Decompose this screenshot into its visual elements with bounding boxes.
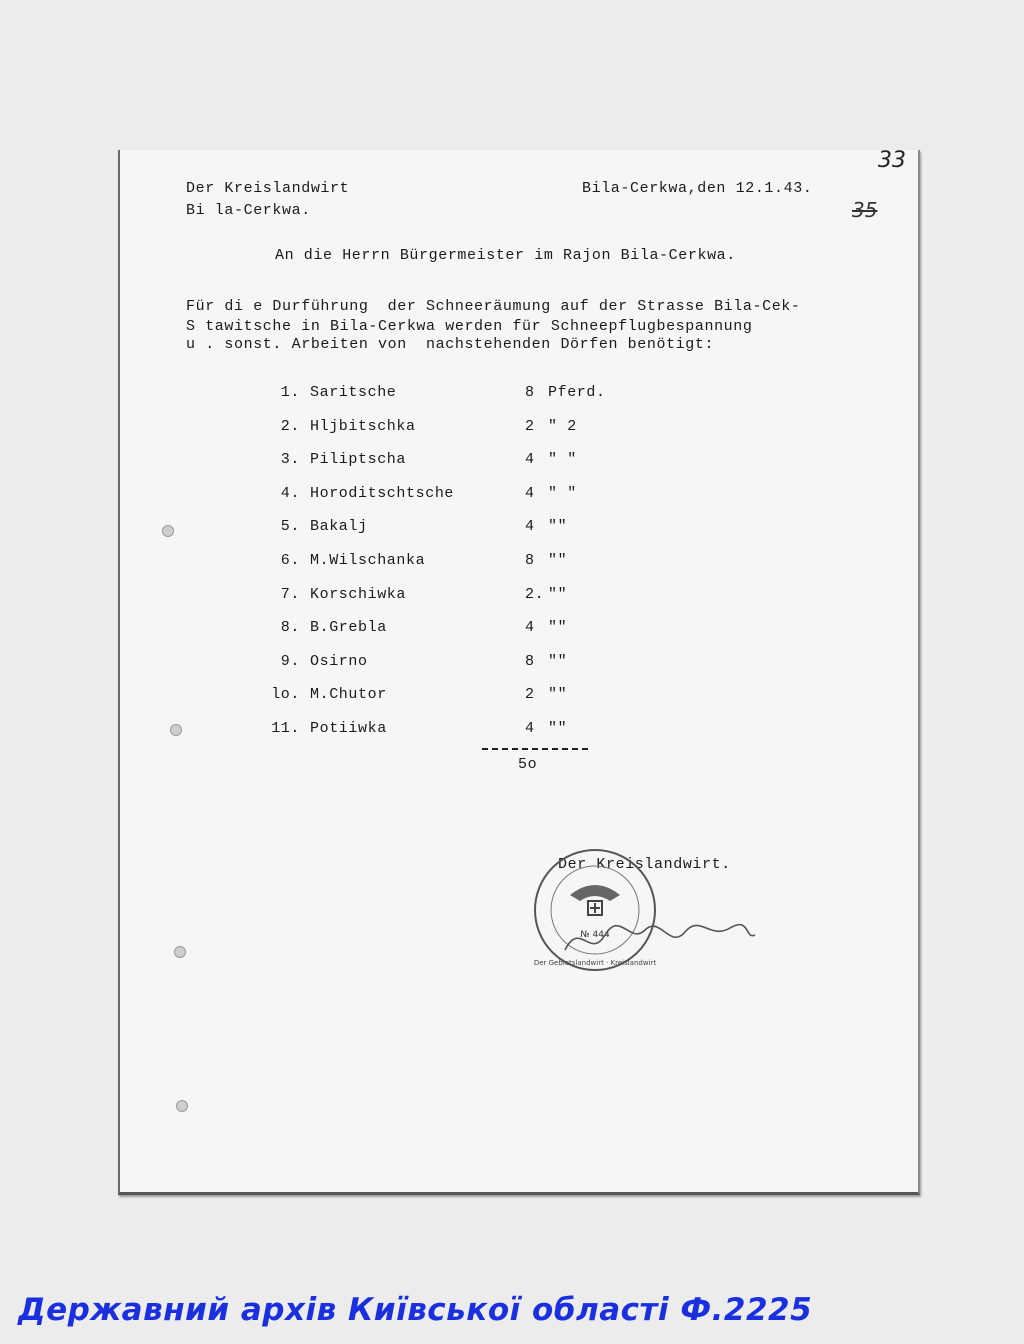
- village-row: [120, 619, 918, 643]
- punch-hole-icon: [176, 1100, 188, 1112]
- horse-count: 4: [525, 484, 535, 502]
- stamp-number: № 444: [580, 930, 610, 940]
- punch-hole-icon: [162, 525, 174, 537]
- document-sheet: [118, 150, 920, 1195]
- village-name: Potiiwka: [310, 720, 387, 737]
- unit-mark: "": [548, 552, 568, 569]
- horse-count: 2: [525, 686, 535, 704]
- handwritten-signature-icon: [560, 910, 760, 970]
- village-name: M.Wilschanka: [310, 552, 426, 569]
- unit-mark: "": [548, 619, 568, 637]
- village-name: Piliptscha: [310, 451, 407, 469]
- village-number: 2.: [280, 417, 300, 435]
- unit-mark: "": [548, 686, 568, 704]
- village-row: [120, 451, 918, 475]
- horse-count: 2.: [525, 585, 545, 603]
- village-name: Bakalj: [310, 518, 368, 536]
- village-number: 7.: [280, 585, 300, 603]
- horse-count: 4: [525, 451, 535, 469]
- unit-mark: Pferd.: [548, 384, 606, 401]
- village-row: [120, 653, 918, 677]
- sum-rule: [482, 748, 588, 750]
- archive-page-number: 33: [878, 148, 906, 173]
- village-row: [120, 552, 918, 576]
- village-name: Horoditschtsche: [310, 484, 455, 502]
- archive-caption: Державний архів Київської області Ф.2225: [18, 1292, 813, 1328]
- village-name: M.Chutor: [310, 686, 387, 704]
- village-number: 9.: [280, 652, 300, 670]
- unit-mark: "": [548, 720, 568, 737]
- village-list: [120, 150, 918, 1192]
- horse-count: 4: [525, 720, 535, 737]
- village-number: 6.: [280, 552, 300, 569]
- village-number: 5.: [280, 518, 300, 536]
- unit-mark: " ": [548, 451, 577, 469]
- village-name: B.Grebla: [310, 619, 387, 637]
- horse-count: 4: [525, 518, 535, 536]
- horse-count: 8: [525, 552, 535, 569]
- unit-mark: " ": [548, 484, 577, 502]
- village-number: 8.: [280, 619, 300, 637]
- horse-count: 4: [525, 619, 535, 637]
- horse-count: 8: [525, 384, 535, 401]
- punch-hole-icon: [174, 946, 186, 958]
- village-row: [120, 418, 918, 442]
- village-row: [120, 485, 918, 509]
- stamp-text: Der Gebietslandwirt · Kreislandwirt: [533, 959, 657, 967]
- body-line3: u . sonst. Arbeiten von nachstehenden Dörfen benötigt:: [186, 336, 715, 353]
- punch-hole-icon: [170, 724, 182, 736]
- village-row: [120, 686, 918, 710]
- village-number: 3.: [280, 451, 300, 469]
- signature-title: Der Kreislandwirt.: [558, 856, 731, 873]
- body-line2: S tawitsche in Bila-Cerkwa werden für Schneepflugbespannung: [186, 318, 753, 335]
- village-number: 4.: [280, 484, 300, 502]
- horse-count: 8: [525, 652, 535, 670]
- village-number: lo.: [271, 686, 300, 704]
- village-name: Hljbitschka: [310, 417, 416, 435]
- archive-page-number-old: 35: [852, 198, 878, 222]
- village-name: Korschiwka: [310, 585, 407, 603]
- village-row: [120, 518, 918, 542]
- horse-count: 2: [525, 417, 535, 435]
- addressee: An die Herrn Bürgermeister im Rajon Bila-Cerkwa.: [275, 247, 736, 264]
- sender-line1: Der Kreislandwirt: [186, 180, 350, 197]
- unit-mark: " 2: [548, 417, 577, 435]
- sender-line2: Bi la-Cerkwa.: [186, 202, 311, 219]
- unit-mark: "": [548, 585, 568, 603]
- village-number: 1.: [280, 384, 300, 401]
- village-number: 11.: [271, 720, 300, 737]
- village-row: [120, 720, 918, 744]
- village-row: [120, 586, 918, 610]
- village-name: Osirno: [310, 652, 368, 670]
- total-count: 5o: [518, 756, 538, 773]
- village-name: Saritsche: [310, 384, 397, 401]
- unit-mark: "": [548, 652, 568, 670]
- village-row: [120, 384, 918, 408]
- body-line1: Für di e Durführung der Schneeräumung auf der Strasse Bila-Cek-: [186, 298, 801, 315]
- place-date: Bila-Cerkwa,den 12.1.43.: [582, 180, 813, 197]
- unit-mark: "": [548, 518, 568, 536]
